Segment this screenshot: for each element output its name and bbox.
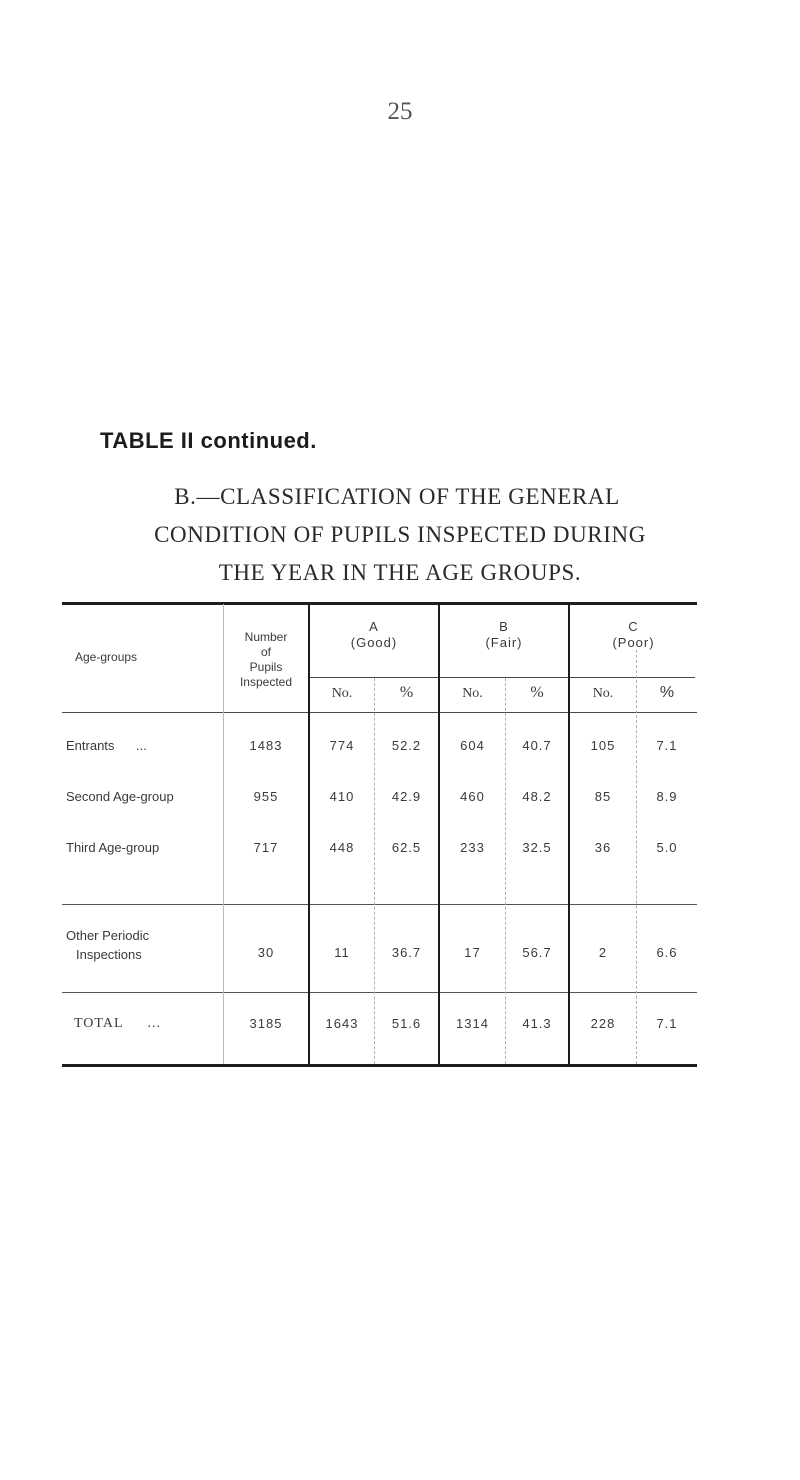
header-c-pct: % (659, 684, 675, 701)
other-top-rule (62, 904, 697, 905)
other-label-line: Inspections (76, 947, 142, 962)
total-number: 3185 (249, 1016, 283, 1031)
row-a-no: 774 (329, 738, 355, 753)
row-a-pct: 62.5 (391, 840, 422, 855)
other-number: 30 (257, 945, 275, 960)
table-top-rule (62, 602, 697, 605)
row-label-text: Entrants (66, 738, 115, 753)
header-group-c (570, 619, 697, 651)
row-label-dots: ... (136, 738, 147, 753)
row-b-pct: 48.2 (522, 789, 552, 804)
header-group-a-letter: A (369, 619, 379, 634)
header-b-no: No. (462, 686, 483, 701)
row-b-pct: 40.7 (522, 738, 552, 753)
col-separator (308, 604, 310, 1064)
total-c-no: 228 (590, 1016, 616, 1031)
row-label-text: Second Age-group (66, 789, 174, 804)
header-number-line: of (260, 645, 271, 659)
row-c-no: 105 (590, 738, 616, 753)
total-label (74, 1016, 161, 1032)
other-a-no: 11 (334, 945, 350, 960)
header-a-no: No. (331, 686, 353, 701)
header-group-a (310, 619, 438, 651)
row-a-pct: 52.2 (391, 738, 422, 753)
header-bottom-rule (62, 712, 697, 713)
total-label-text: TOTAL (74, 1016, 123, 1031)
row-c-pct: 8.9 (656, 789, 678, 804)
row-a-no: 448 (329, 840, 355, 855)
row-a-pct: 42.9 (391, 789, 422, 804)
col-separator (505, 678, 506, 1064)
header-group-a-desc: (Good) (350, 635, 398, 650)
header-number-line: Pupils (249, 660, 283, 674)
row-b-no: 233 (460, 840, 485, 855)
header-group-b-letter: B (499, 619, 509, 634)
header-group-c-desc: (Poor) (612, 635, 655, 650)
col-separator (568, 604, 570, 1064)
row-b-pct: 32.5 (522, 840, 552, 855)
header-group-b (440, 619, 568, 651)
total-b-no: 1314 (456, 1016, 489, 1031)
other-c-no: 2 (598, 945, 608, 960)
row-number: 1483 (249, 738, 283, 753)
header-b-pct: % (530, 684, 544, 701)
row-a-no: 410 (329, 789, 355, 804)
other-b-no: 17 (464, 945, 481, 960)
col-separator (636, 650, 637, 1064)
total-a-pct: 51.6 (391, 1016, 422, 1031)
row-c-pct: 7.1 (656, 738, 678, 753)
header-number-line: Inspected (239, 675, 293, 689)
col-separator (438, 604, 440, 1064)
header-group-c-letter: C (628, 619, 639, 634)
row-label (66, 789, 174, 804)
row-c-no: 36 (594, 840, 612, 855)
row-label (66, 840, 159, 855)
row-c-no: 85 (594, 789, 612, 804)
row-c-pct: 5.0 (656, 840, 678, 855)
subheader-rule (310, 677, 695, 678)
row-b-no: 604 (460, 738, 485, 753)
total-label-dots: ... (147, 1016, 161, 1031)
total-top-rule (62, 992, 697, 993)
total-c-pct: 7.1 (656, 1016, 678, 1031)
header-age-groups: Age-groups (75, 650, 138, 664)
total-b-pct: 41.3 (522, 1016, 552, 1031)
row-number: 717 (253, 840, 279, 855)
heading-line: THE YEAR IN THE AGE GROUPS. (218, 560, 582, 585)
row-b-no: 460 (460, 789, 485, 804)
other-label-line: Other Periodic (66, 928, 150, 943)
row-label (66, 738, 147, 753)
total-a-no: 1643 (325, 1016, 359, 1031)
heading-line: B.—CLASSIFICATION OF THE GENERAL (174, 484, 620, 509)
other-b-pct: 56.7 (522, 945, 552, 960)
col-separator (374, 678, 375, 1064)
row-label-text: Third Age-group (66, 840, 160, 855)
header-group-b-desc: (Fair) (485, 635, 523, 650)
page-number: 25 (387, 98, 413, 125)
other-c-pct: 6.6 (656, 945, 678, 960)
header-c-no: No. (592, 686, 614, 701)
row-number: 955 (253, 789, 279, 804)
heading-line: CONDITION OF PUPILS INSPECTED DURING (154, 522, 646, 547)
header-number (224, 630, 308, 690)
other-a-pct: 36.7 (391, 945, 422, 960)
table-heading (60, 478, 740, 592)
header-number-line: Number (244, 630, 288, 644)
header-a-pct: % (399, 684, 414, 701)
table-bottom-rule (62, 1064, 697, 1067)
table-label: TABLE II continued. (100, 428, 317, 453)
other-label (66, 926, 149, 964)
